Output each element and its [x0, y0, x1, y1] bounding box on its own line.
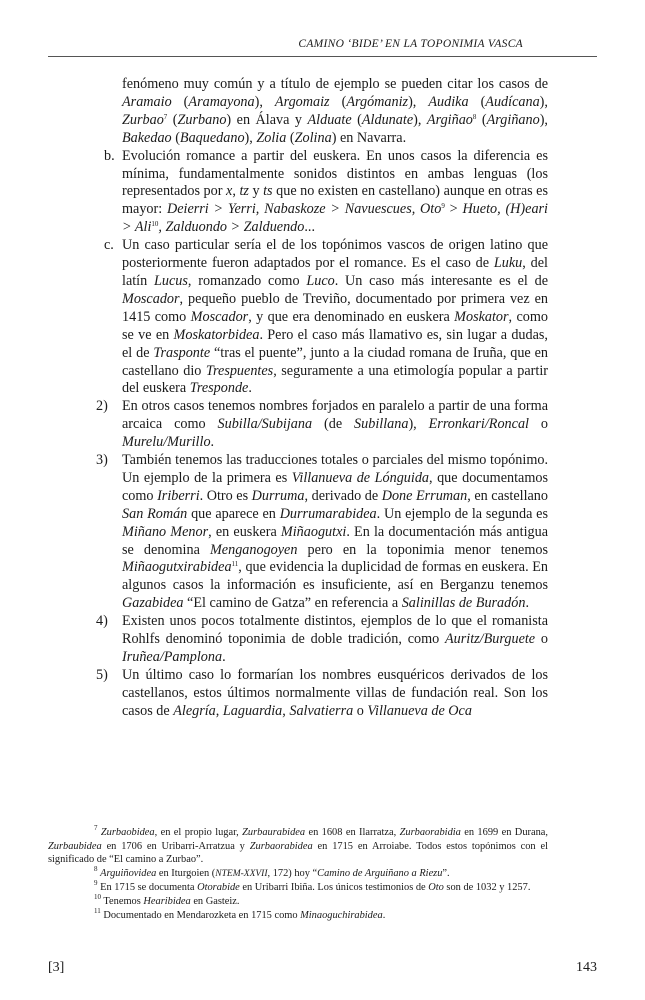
list-marker: 4): [96, 613, 108, 630]
list-marker: 3): [96, 452, 108, 469]
footnotes: [48, 826, 548, 922]
list-marker: 2): [96, 398, 108, 415]
footnote-9: $^9$ En 1715 se documenta Otorabide en Uribarri Ibiña. Los únicos testimonios de Oto son de 1032 y 1257.: [94, 879, 531, 894]
footnote-10: $^{10}$ Tenemos Hearibidea en Gasteiz.: [94, 892, 240, 907]
footnote-ref-10: 10: [151, 220, 159, 229]
list-item-3: 3) También tenemos las traducciones totales o parciales del mismo topónimo. Un ejemplo de la primera es Villanueva de Lónguida, que documentamos como Iriberri. Otro es Durruma, derivado de Done Erruman, en castellano San Román que aparece en Durrumarabidea. Un ejemplo de la segunda es Miñano Menor, en euskera Miñaogutxi. En la documentación más antigua se denomina Menganogoyen pero en la toponimia menor tenemos Miñaogutxirabidea$^{11}$, que evidencia la duplicidad de formas en euskera. En algunos casos la información es insuficiente, así en Berganzu tenemos Gazabidea “El camino de Gatza” en referencia a Salinillas de Buradón.: [96, 452, 548, 612]
list-marker: 5): [96, 666, 108, 683]
paragraph-continued: fenómeno muy común y a título de ejemplo se pueden citar los casos de Aramaio (Aramayona), Argomaiz (Argómaniz), Audika (Audícana), Zurbao$^7$ (Zurbano) en Álava y Alduate (Aldunate), Argiñao$^8$ (Argiñano), Bakedao (Baquedano), Zolia (Zolina) en Navarra.: [122, 76, 548, 146]
footnote-7: $^7$ Zurbaobidea, en el propio lugar, Zurbaurabidea en 1608 en Ilarratza, Zurbaorabidia en 1699 en Durana, Zurbaubidea en 1706 en Uribarri-Arratzua y Zurbaorabidea en 1715 en Arroiabe. Todos estos topónimos con el significado de “El camino a Zurbao”.: [48, 824, 548, 866]
main-text: [48, 76, 548, 721]
page-number: 143: [576, 960, 597, 975]
footnote-ref-11: 11: [231, 560, 239, 569]
footnote-8: $^8$ Arguiñovidea en Iturgoien (NTEM-XXVII, 172) hoy “Camino de Arguiñano a Riezu”.: [94, 864, 450, 879]
running-title: CAMINO ‘BIDE’ EN LA TOPONIMIA VASCA: [298, 38, 523, 50]
list-item-2: 2) En otros casos tenemos nombres forjados en paralelo a partir de una forma arcaica como Subilla/Subijana (de Subillana), Erronkari/Roncal o Murelu/Murillo.: [96, 398, 548, 451]
section-number: [3]: [48, 960, 65, 975]
footnote-ref-8: 8: [472, 112, 477, 121]
list-item-b: b. Evolución romance a partir del euskera. En unos casos la diferencia es mínima, fundamentalmente sonidos distintos en ambas lenguas (los representados por x, tz y ts que no existen en castellano) aunque en otras es mayor: Deierri > Yerri, Nabaskoze > Navuescues, Oto$^9$ > Hueto, (H)eari > Ali$^{10}$, Zalduondo > Zalduendo...: [104, 147, 549, 236]
list-marker: b.: [104, 147, 115, 164]
footnote-11: $^{11}$ Documentado en Mendarozketa en 1715 como Minaoguchirabidea.: [94, 906, 386, 921]
list-item-c: c. Un caso particular sería el de los topónimos vascos de origen latino que posteriormente fueron adaptados por el romance. Es el caso de Luku, del latín Lucus, romanzado como Luco. Un caso más interesante es el de Moscador, pequeño pueblo de Treviño, documentado por primera vez en 1415 como Moscador, y que era denominado en euskera Moskator, como se ve en Moskatorbidea. Pero el caso más llamativo es, sin lugar a dudas, el de Trasponte “tras el puente”, junto a la ciudad romana de Iruña, que en castellano dio Trespuentes, seguramente a una etimología popular a partir del euskera Tresponde.: [104, 237, 549, 397]
list-marker: c.: [104, 237, 114, 254]
footnote-ref-9: 9: [441, 202, 445, 211]
running-header: [48, 28, 597, 57]
list-item-5: 5) Un último caso lo formarían los nombres eusquéricos derivados de los castellanos, estos últimos normalmente villas de fundación real. Son los casos de Alegría, Laguardia, Salvatierra o Villanueva de Oca: [96, 666, 548, 719]
footnote-ref-7: 7: [163, 112, 168, 121]
list-item-4: 4) Existen unos pocos totalmente distintos, ejemplos de lo que el romanista Rohlfs denominó toponimia de doble tradición, como Auritz/Burguete o Iruñea/Pamplona.: [96, 613, 548, 665]
